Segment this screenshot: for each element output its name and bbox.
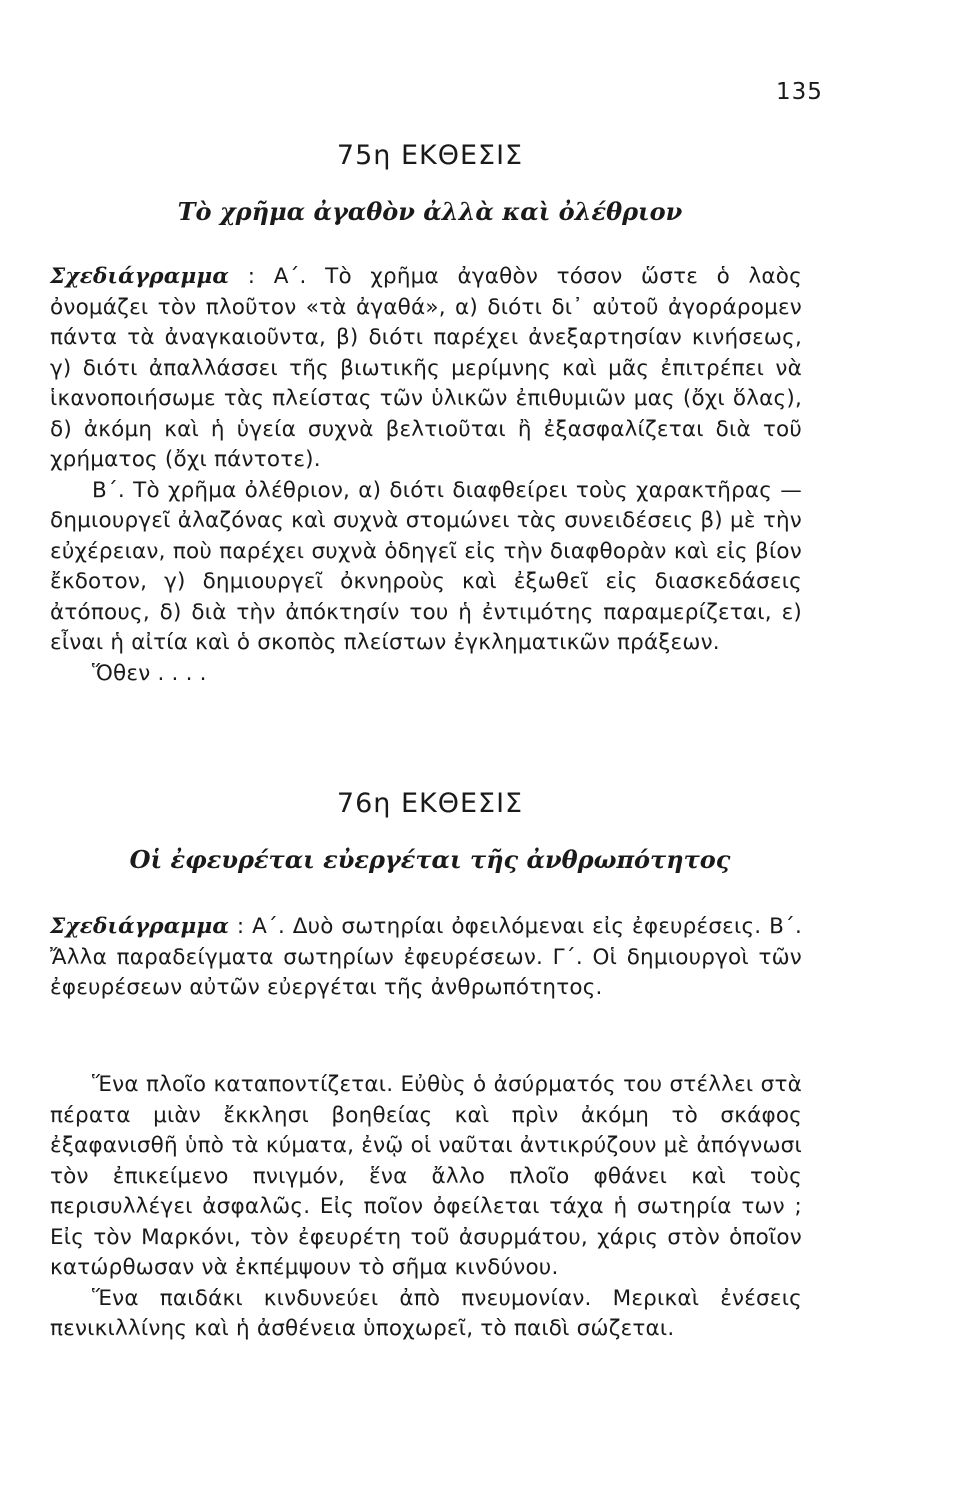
essay-76-plan <box>50 912 802 1004</box>
essay-76-title: Οἱ ἐφευρέται εὐεργέται τῆς ἀνθρωπότητος <box>129 845 731 874</box>
essay-76-heading: 76η ΕΚΘΕΣΙΣ <box>336 788 524 819</box>
essay-75-ending: Ὅθεν . . . . <box>92 660 207 686</box>
essay-76-plan-text: Α΄. Δυὸ σωτηρίαι ὀφειλόμεναι εἰς ἐφευρέσεις. Β΄. Ἄλλα παραδείγματα σωτηρίων ἐφευρέσεων. Γ΄. Οἱ δημιουργοὶ τῶν ἐφευρέσεων αὐτῶν εὐεργέται τῆς ἀνθρωπότητος. <box>50 914 802 1000</box>
essay-75-plan-text-a: Α΄. Τὸ χρῆμα ἀγαθὸν τόσον ὥστε ὁ λαὸς ὀνομάζει τὸν πλοῦτον «τὰ ἀγαθά», α) διότι δι᾿ αὐτοῦ ἀγοράρομεν πάντα τὰ ἀναγκαιοῦντα, β) διότι παρέχει ἀνεξαρτησίαν κινήσεως, γ) διότι ἀπαλλάσσει τῆς βιωτικῆς μερίμνης καὶ μᾶς ἐπιτρέπει νὰ ἱκανοποιήσωμε τὰς πλείστας τῶν ὑλικῶν ἐπιθυμιῶν μας (ὄχι ὅλας), δ) ἀκόμη καὶ ἡ ὑγεία συχνὰ βελτιοῦται ἢ ἐξασφαλίζεται διὰ τοῦ χρήματος (ὄχι πάντοτε). <box>50 264 802 472</box>
essay-75-title: Τὸ χρῆμα ἀγαθὸν ἀλλὰ καὶ ὀλέθριον <box>177 197 683 226</box>
essay-75-plan-separator: : <box>229 264 274 289</box>
essay-76-plan-separator: : <box>229 914 253 939</box>
essay-75-plan-label: Σχεδιάγραμμα <box>50 264 230 289</box>
essay-75-plan-b: Β΄. Τὸ χρῆμα ὀλέθριον, α) διότι διαφθείρει τοὺς χαρακτῆρας — δημιουργεῖ ἀλαζόνας καὶ συχνὰ στομώνει τὰς συνειδέσεις β) μὲ τὴν εὐχέρειαν, ποὺ παρέχει συχνὰ ὁδηγεῖ εἰς τὴν διαφθορὰν καὶ εἰς βίον ἔκδοτον, γ) δημιουργεῖ ὀκνηροὺς καὶ ἐξωθεῖ εἰς διασκεδάσεις ἀτόπους, δ) διὰ τὴν ἀπόκτησίν του ἡ ἐντιμότης παραμερίζεται, ε) εἶναι ἡ αἰτία καὶ ὁ σκοπὸς πλείστων ἐγκληματικῶν πράξεων. <box>50 477 802 655</box>
essay-76-plan-paragraph <box>50 912 802 1004</box>
essay-75-plan-a <box>50 262 802 476</box>
essay-75-heading: 75η ΕΚΘΕΣΙΣ <box>336 140 524 171</box>
essay-76-paragraph-1: Ἕνα πλοῖο καταποντίζεται. Εὐθὺς ὁ ἀσύρματός του στέλλει στὰ πέρατα μιὰν ἔκκλησι βοηθείας καὶ πρὶν ἀκόμη τὸ σκάφος ἐξαφανισθῆ ὑπὸ τὰ κύματα, ἐνῷ οἱ ναῦται ἀντικρύζουν μὲ ἀπόγνωσι τὸν ἐπικείμενο πνιγμόν, ἕνα ἄλλο πλοῖο φθάνει καὶ τοὺς περισυλλέγει ἀσφαλῶς. Εἰς ποῖον ὀφείλεται τάχα ἡ σωτηρία των ; Εἰς τὸν Μαρκόνι, τὸν ἐφευρέτη τοῦ ἀσυρμάτου, χάρις στὸν ὁποῖον κατώρθωσαν νὰ ἐκπέμψουν τὸ σῆμα κινδύνου. <box>50 1072 802 1280</box>
essay-76-plan-label: Σχεδιάγραμμα <box>50 914 230 939</box>
essay-75-plan <box>50 262 802 689</box>
essay-76-body <box>50 1070 802 1345</box>
essay-76-paragraph-2: Ἕνα παιδάκι κινδυνεύει ἀπὸ πνευμονίαν. Μερικαὶ ἐνέσεις πενικιλλίνης καὶ ἡ ἀσθένεια ὑποχωρεῖ, τὸ παιδὶ σώζεται. <box>50 1285 802 1341</box>
page-number: 135 <box>776 79 823 105</box>
